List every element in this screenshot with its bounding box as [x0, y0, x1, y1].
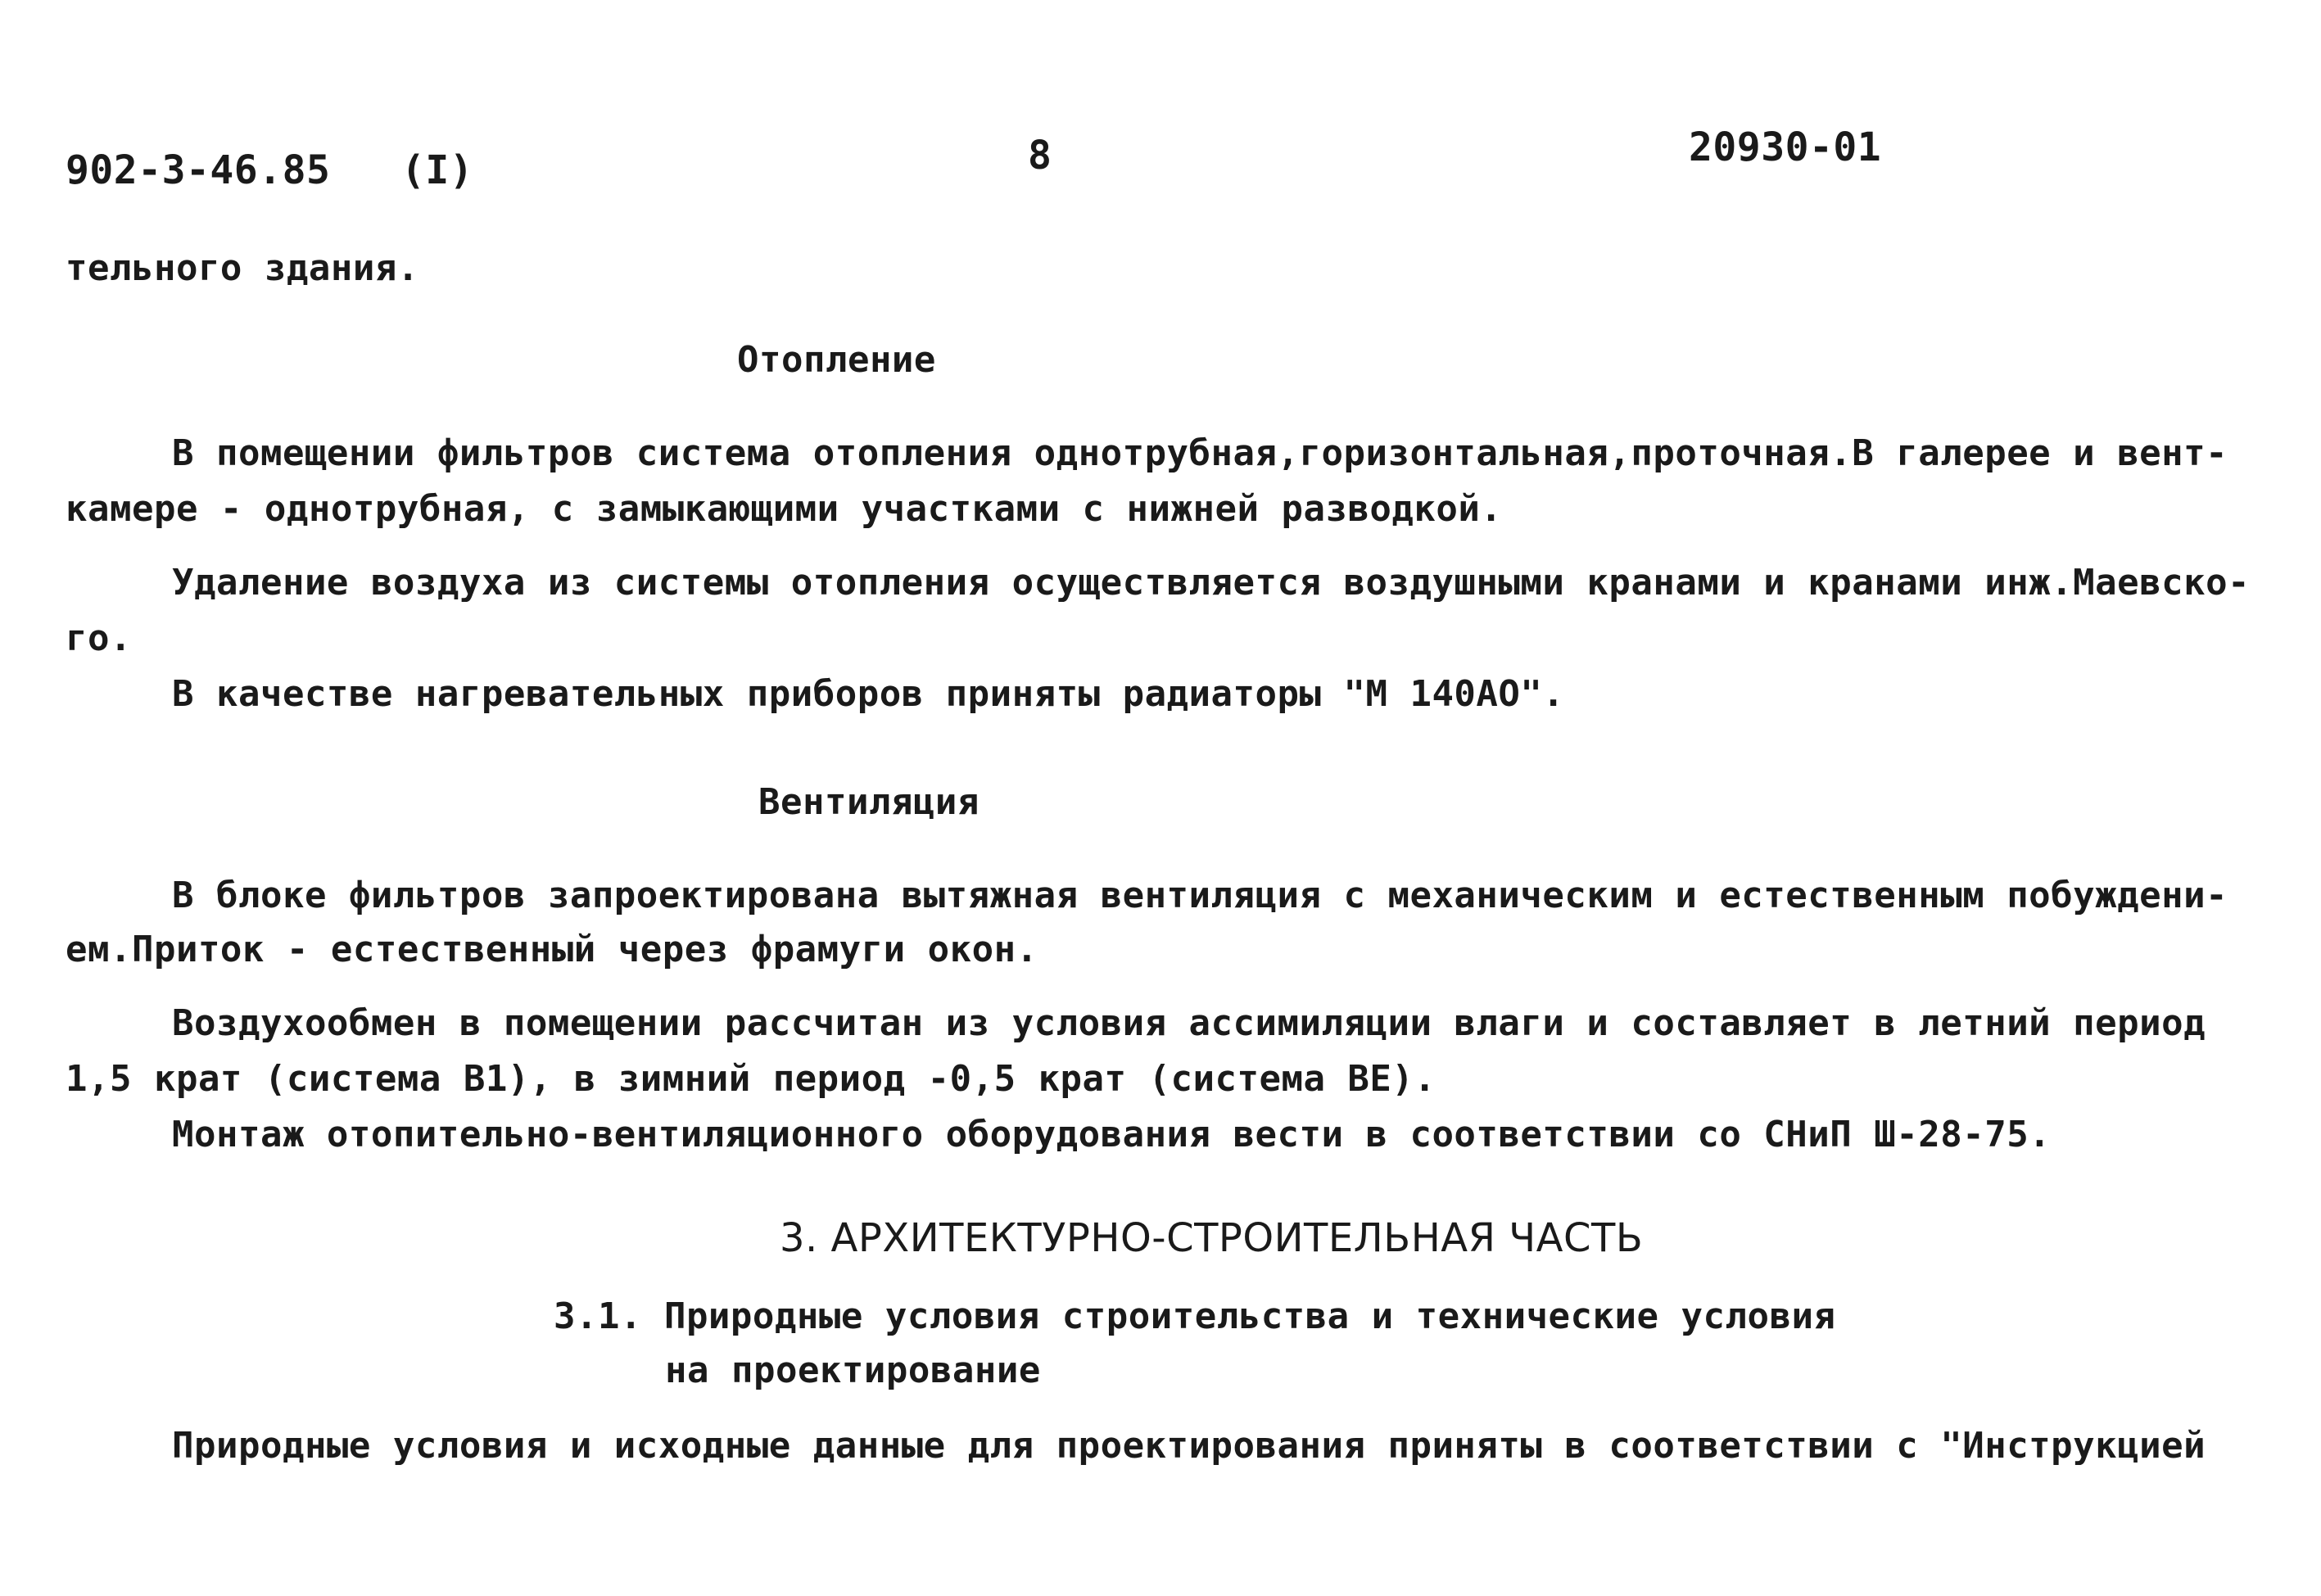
heating-paragraph-2-line-1: Удаление воздуха из системы отопления осуществляется воздушными кранами и кранами инж.Маевско- [172, 562, 2251, 604]
section-3-1-subtitle-line-1: 3.1. Природные условия строительства и технические условия [554, 1295, 1836, 1337]
heating-paragraph-1-line-1: В помещении фильтров система отопления однотрубная,горизонтальная,проточная.В галерее и вент- [172, 432, 2228, 474]
page-number: 8 [1028, 133, 1052, 179]
ventilation-paragraph-2-line-2: 1,5 крат (система В1), в зимний период -0,5 крат (система ВЕ). [66, 1058, 1436, 1100]
section-3-1-subtitle-line-2: на проектирование [665, 1350, 1041, 1391]
section-3-paragraph-1: Природные условия и исходные данные для проектирования приняты в соответствии с "Инструкцией [172, 1425, 2206, 1467]
ventilation-paragraph-2-line-1: Воздухообмен в помещении рассчитан из условия ассимиляции влаги и составляет в летний период [172, 1002, 2206, 1044]
heating-paragraph-1-line-2: камере - однотрубная, с замыкающими участками с нижней разводкой. [66, 488, 1503, 530]
intro-tail-text: тельного здания. [66, 247, 419, 289]
section-3-title: 3. АРХИТЕКТУРНО-СТРОИТЕЛЬНАЯ ЧАСТЬ [780, 1215, 1644, 1261]
doc-part: (I) [401, 147, 474, 193]
ventilation-paragraph-3: Монтаж отопительно-вентиляционного оборудования вести в соответствии со СНиП Ш-28-75. [172, 1114, 2052, 1155]
ventilation-paragraph-1-line-1: В блоке фильтров запроектирована вытяжная вентиляция с механическим и естественным побуждени- [172, 875, 2228, 916]
ventilation-paragraph-1-line-2: ем.Приток - естественный через фрамуги окон. [66, 929, 1038, 970]
doc-code: 902-3-46.85 [66, 147, 331, 193]
inventory-number: 20930-01 [1689, 124, 1882, 170]
heating-paragraph-3: В качестве нагревательных приборов приняты радиаторы "М 140АО". [172, 673, 1565, 715]
heating-paragraph-2-line-2: го. [66, 617, 132, 659]
ventilation-heading: Вентиляция [758, 781, 980, 823]
heating-heading: Отопление [737, 339, 936, 381]
